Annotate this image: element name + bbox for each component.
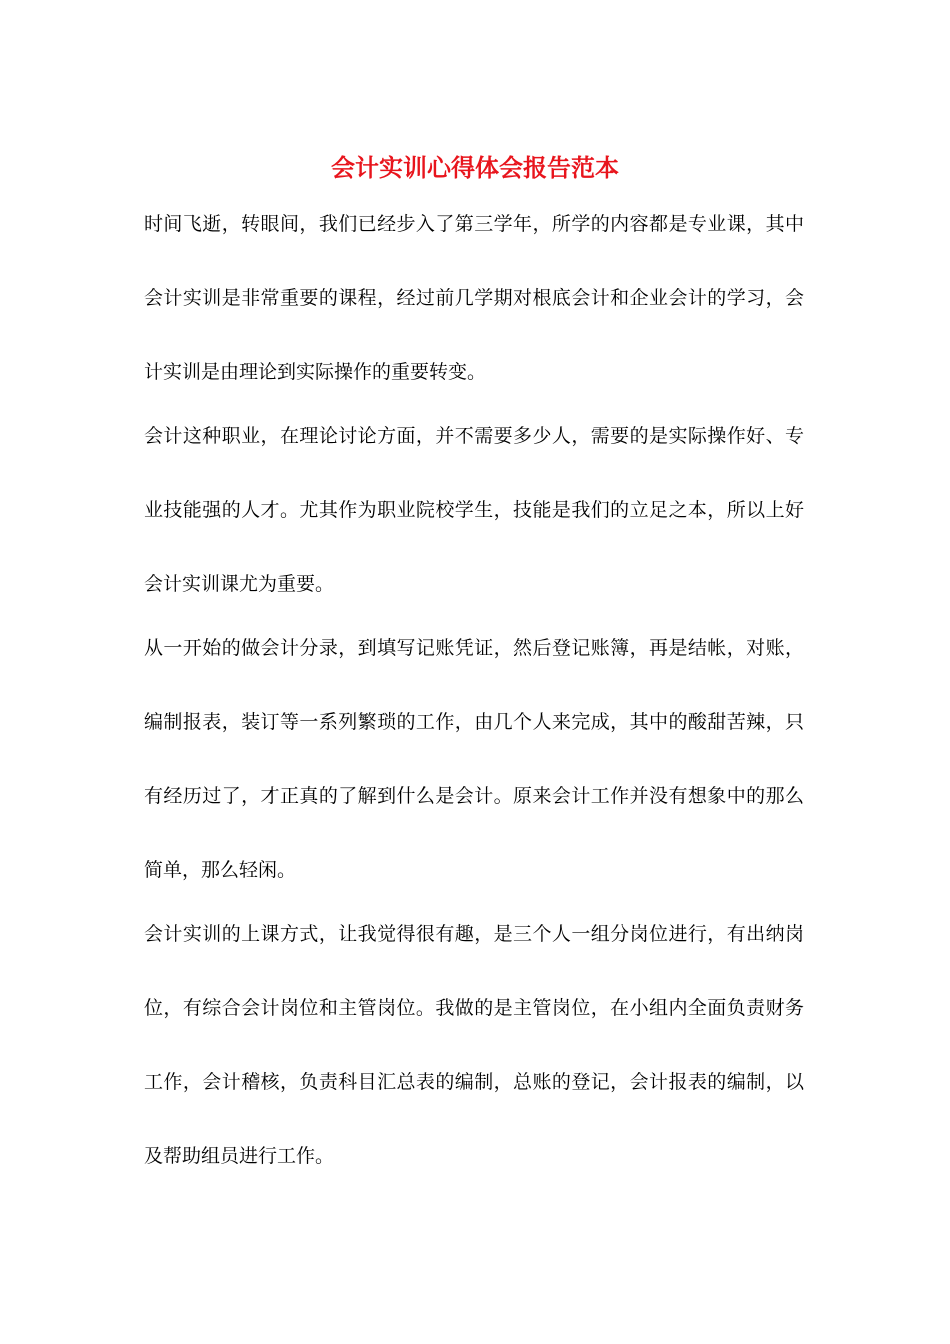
document-title: 会计实训心得体会报告范本 (331, 153, 619, 182)
paragraph-3-line-1: 从一开始的做会计分录，到填写记账凭证，然后登记账簿，再是结帐，对账， (144, 637, 804, 659)
paragraph-1-line-2: 会计实训是非常重要的课程，经过前几学期对根底会计和企业会计的学习，会 (144, 287, 804, 309)
paragraph-3-line-2: 编制报表，装订等一系列繁琐的工作，由几个人来完成，其中的酸甜苦辣，只 (144, 711, 804, 733)
paragraph-2-line-3: 会计实训课尤为重要。 (144, 573, 335, 595)
paragraph-4-line-1: 会计实训的上课方式，让我觉得很有趣，是三个人一组分岗位进行，有出纳岗 (144, 923, 804, 945)
paragraph-4-line-3: 工作，会计稽核，负责科目汇总表的编制，总账的登记，会计报表的编制，以 (144, 1071, 804, 1093)
paragraph-2-line-1: 会计这种职业，在理论讨论方面，并不需要多少人，需要的是实际操作好、专 (144, 425, 804, 447)
paragraph-4-line-4: 及帮助组员进行工作。 (144, 1145, 335, 1167)
paragraph-1-line-1: 时间飞逝，转眼间，我们已经步入了第三学年，所学的内容都是专业课，其中 (144, 213, 804, 235)
paragraph-1-line-3: 计实训是由理论到实际操作的重要转变。 (144, 361, 487, 383)
paragraph-3-line-4: 简单，那么轻闲。 (144, 859, 297, 881)
paragraph-4-line-2: 位，有综合会计岗位和主管岗位。我做的是主管岗位，在小组内全面负责财务 (144, 997, 804, 1019)
paragraph-3-line-3: 有经历过了，才正真的了解到什么是会计。原来会计工作并没有想象中的那么 (144, 785, 804, 807)
paragraph-2-line-2: 业技能强的人才。尤其作为职业院校学生，技能是我们的立足之本，所以上好 (144, 499, 804, 521)
